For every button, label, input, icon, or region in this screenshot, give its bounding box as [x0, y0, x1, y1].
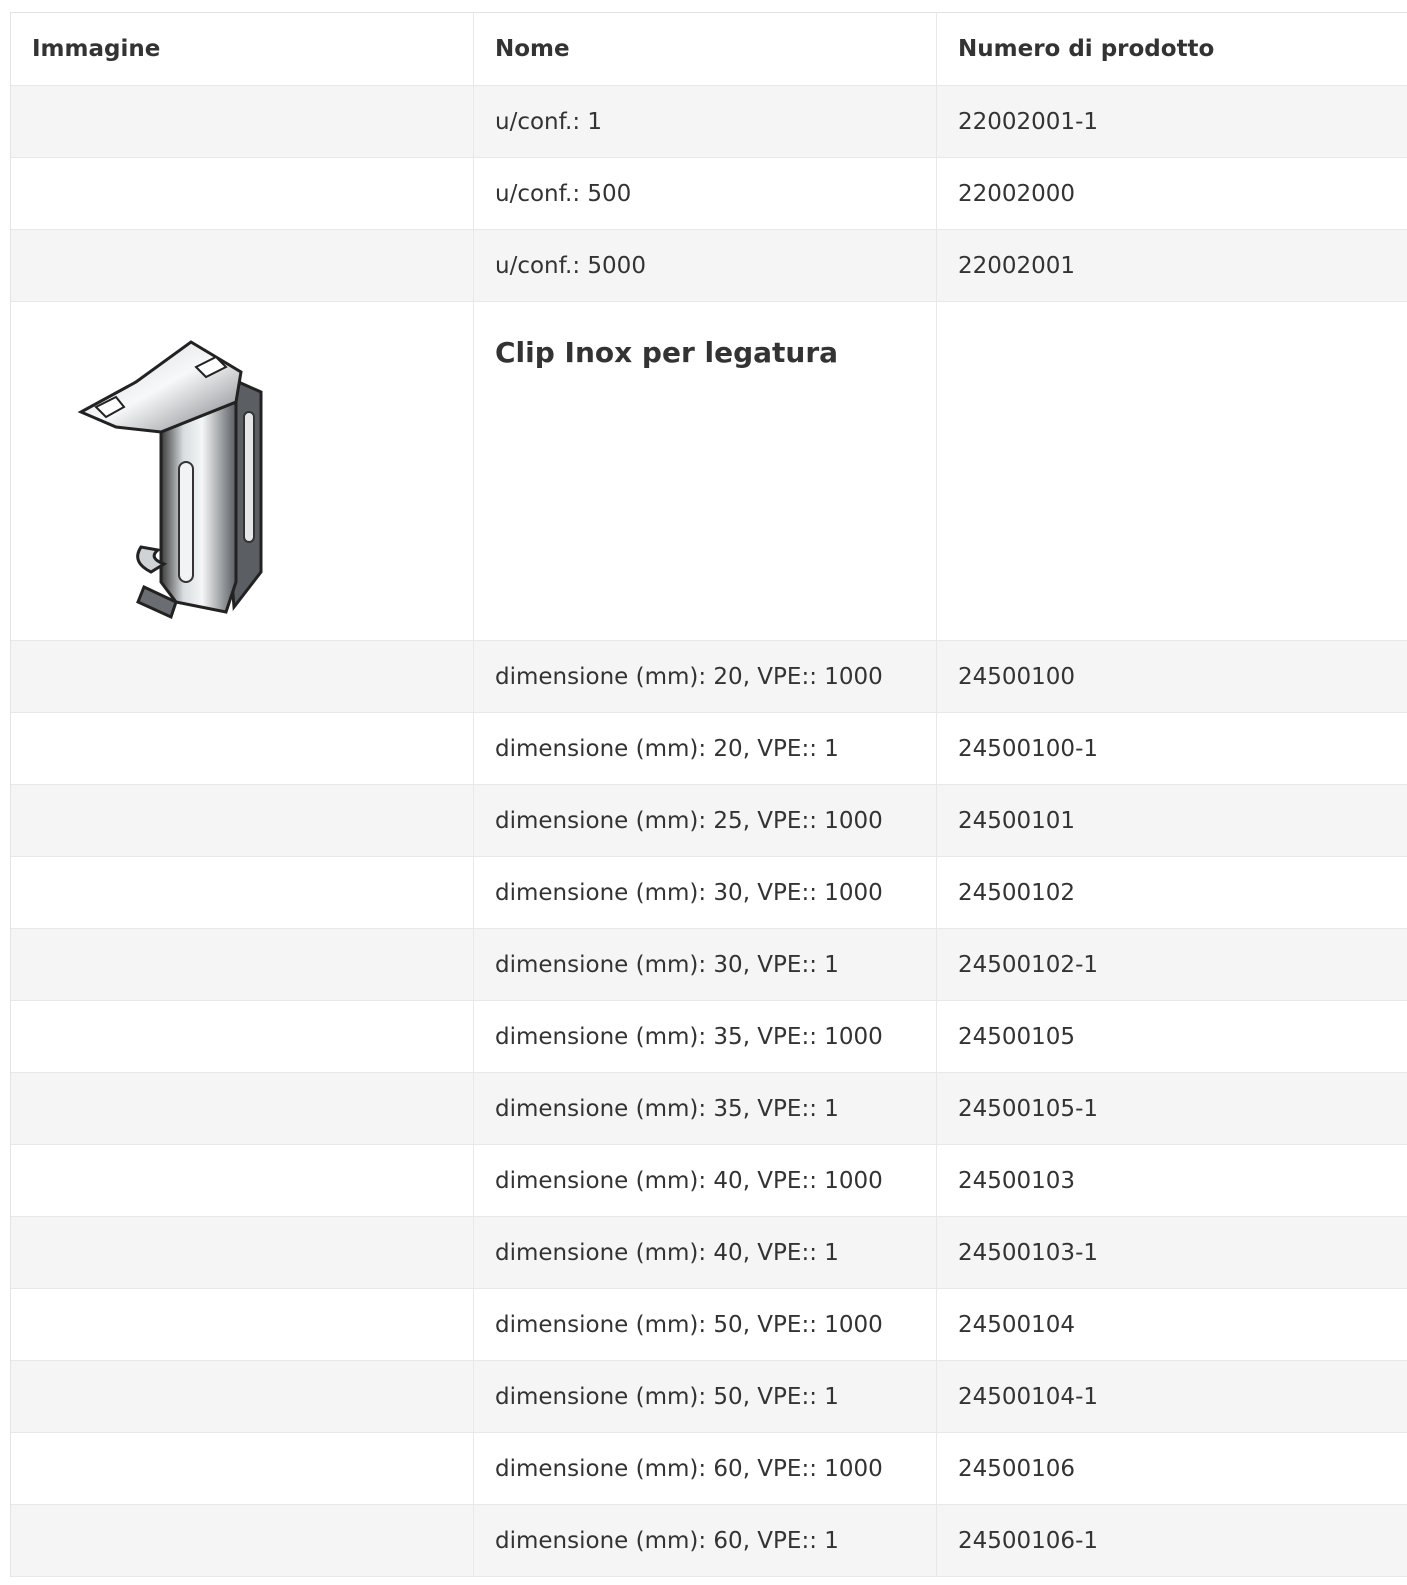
name-cell: dimensione (mm): 50, VPE:: 1000 [474, 1289, 937, 1360]
product-number-cell-empty [937, 302, 1407, 640]
product-table [10, 12, 1407, 1577]
name-cell: u/conf.: 1 [474, 86, 937, 157]
name-cell: dimensione (mm): 60, VPE:: 1000 [474, 1433, 937, 1504]
name-cell: dimensione (mm): 40, VPE:: 1000 [474, 1145, 937, 1216]
image-cell [11, 158, 474, 229]
header-image: Immagine [11, 13, 474, 85]
image-cell [11, 785, 474, 856]
image-cell [11, 1289, 474, 1360]
table-row [11, 230, 1407, 302]
name-cell: u/conf.: 500 [474, 158, 937, 229]
name-cell: dimensione (mm): 40, VPE:: 1 [474, 1217, 937, 1288]
product-number-cell: 24500101 [958, 807, 1076, 834]
product-number-cell: 24500102-1 [958, 951, 1098, 978]
table-row [11, 1073, 1407, 1145]
product-number-cell: 24500106 [958, 1455, 1076, 1482]
table-row [11, 929, 1407, 1001]
name-cell: dimensione (mm): 20, VPE:: 1 [474, 713, 937, 784]
table-row [11, 785, 1407, 857]
name-cell: dimensione (mm): 30, VPE:: 1000 [474, 857, 937, 928]
table-row [11, 1433, 1407, 1505]
product-title[interactable]: Clip Inox per legatura [495, 336, 839, 369]
image-cell [11, 1433, 474, 1504]
header-product-number: Numero di prodotto [958, 36, 1215, 62]
product-image-cell [11, 302, 474, 640]
clip-product-image [76, 332, 276, 622]
table-row [11, 1505, 1407, 1577]
product-number-cell: 24500104-1 [958, 1383, 1098, 1410]
table-header-row [11, 13, 1407, 86]
name-cell: dimensione (mm): 35, VPE:: 1 [474, 1073, 937, 1144]
table-row [11, 1001, 1407, 1073]
product-name-cell [474, 302, 937, 640]
product-number-cell: 22002001-1 [958, 108, 1098, 135]
image-cell [11, 1361, 474, 1432]
product-number-cell: 22002000 [958, 180, 1076, 207]
product-row [11, 302, 1407, 641]
name-cell: dimensione (mm): 25, VPE:: 1000 [474, 785, 937, 856]
image-cell [11, 1001, 474, 1072]
image-cell [11, 1505, 474, 1576]
name-cell: dimensione (mm): 30, VPE:: 1 [474, 929, 937, 1000]
product-number-cell: 24500102 [958, 879, 1076, 906]
image-cell [11, 857, 474, 928]
image-cell [11, 1217, 474, 1288]
product-number-cell: 24500100-1 [958, 735, 1098, 762]
image-cell [11, 1145, 474, 1216]
product-number-cell: 24500105 [958, 1023, 1076, 1050]
table-row [11, 857, 1407, 929]
table-row [11, 713, 1407, 785]
table-row [11, 1217, 1407, 1289]
table-row [11, 1361, 1407, 1433]
product-number-cell: 24500106-1 [958, 1527, 1098, 1554]
image-cell [11, 1073, 474, 1144]
product-number-cell: 24500105-1 [958, 1095, 1098, 1122]
product-number-cell: 24500104 [958, 1311, 1076, 1338]
name-cell: dimensione (mm): 50, VPE:: 1 [474, 1361, 937, 1432]
image-cell [11, 230, 474, 301]
header-name: Nome [474, 13, 937, 85]
product-number-cell: 24500103 [958, 1167, 1076, 1194]
product-number-cell: 24500100 [958, 663, 1076, 690]
name-cell: u/conf.: 5000 [474, 230, 937, 301]
name-cell: dimensione (mm): 60, VPE:: 1 [474, 1505, 937, 1576]
image-cell [11, 641, 474, 712]
table-row [11, 86, 1407, 158]
table-row [11, 1145, 1407, 1217]
product-number-cell: 24500103-1 [958, 1239, 1098, 1266]
name-cell: dimensione (mm): 20, VPE:: 1000 [474, 641, 937, 712]
name-cell: dimensione (mm): 35, VPE:: 1000 [474, 1001, 937, 1072]
product-number-cell: 22002001 [958, 252, 1076, 279]
image-cell [11, 929, 474, 1000]
table-row [11, 158, 1407, 230]
table-row [11, 1289, 1407, 1361]
table-row [11, 641, 1407, 713]
image-cell [11, 713, 474, 784]
image-cell [11, 86, 474, 157]
